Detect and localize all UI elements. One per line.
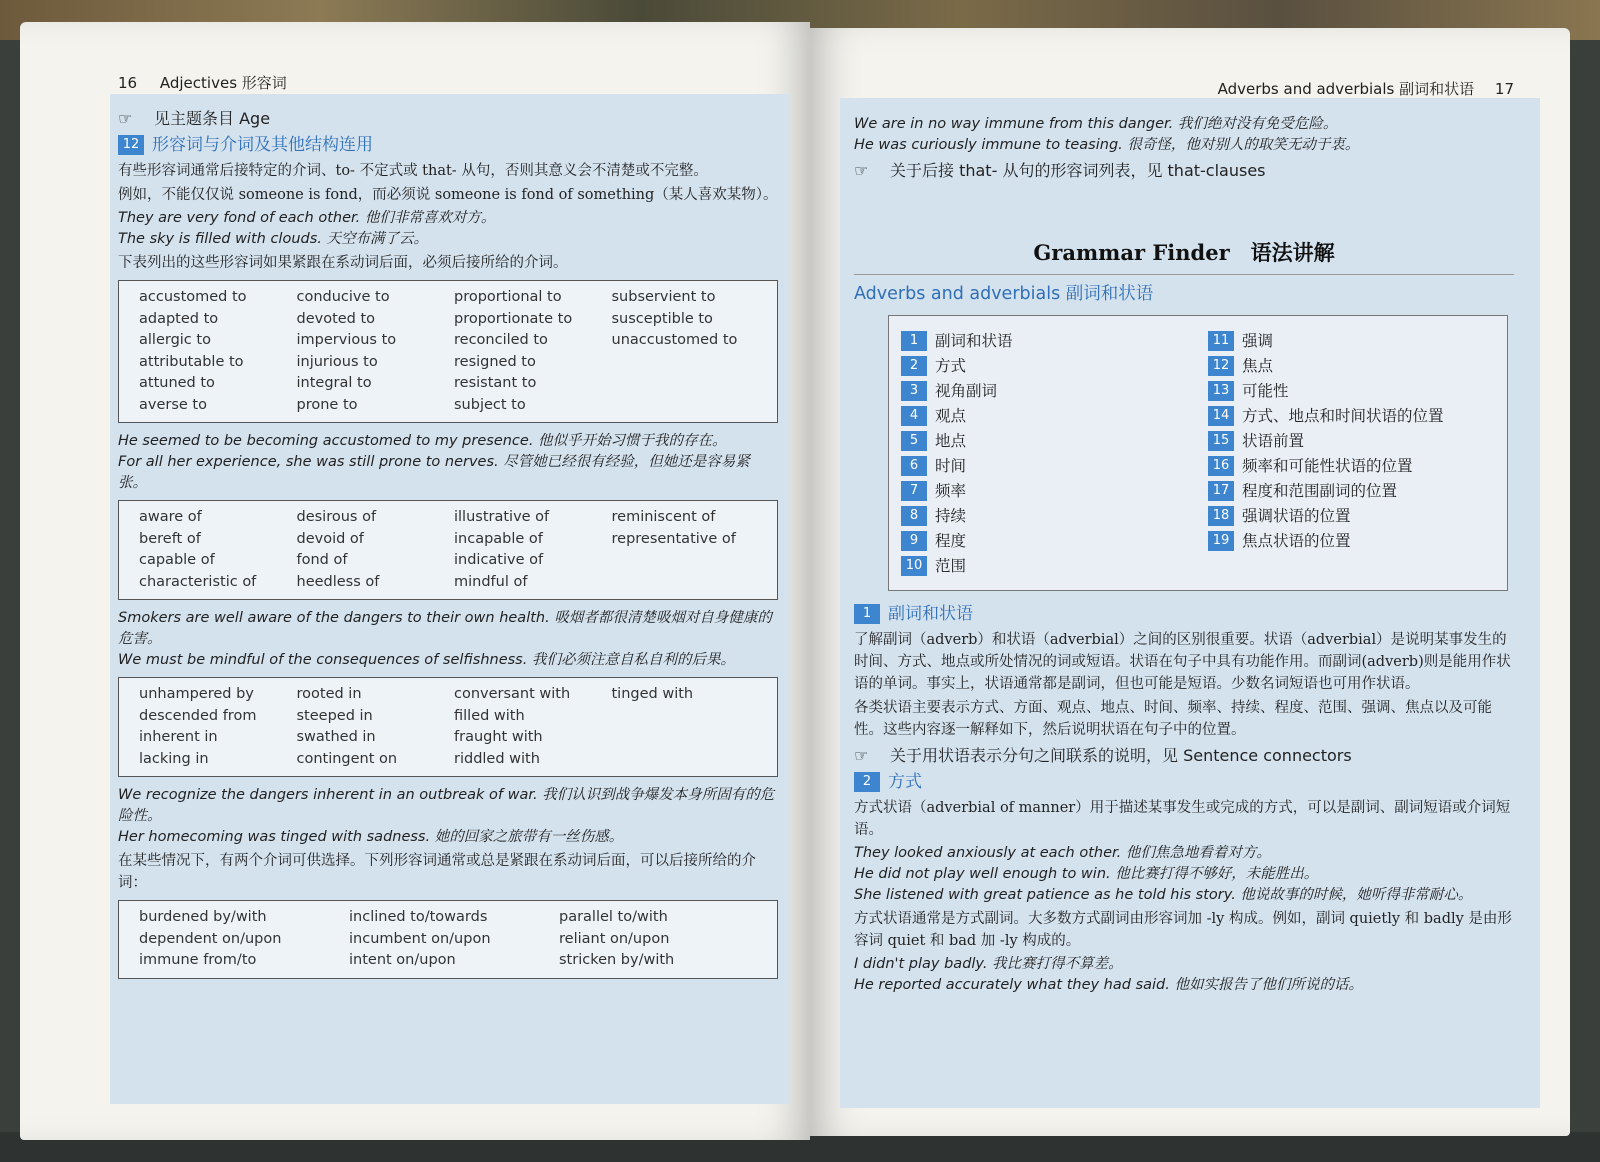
table-cell: subservient to — [611, 289, 716, 305]
table-column — [454, 287, 612, 416]
table-cell: devoid of — [296, 530, 364, 547]
cross-reference — [854, 160, 1514, 182]
topic-label: 程度和范围副词的位置 — [1242, 481, 1398, 500]
example-sentence: We recognize the dangers inherent in an outbreak of war. 我们认识到战争爆发本身所固有的危险性。 — [118, 787, 775, 824]
topic-label: 地点 — [935, 431, 967, 450]
topic-number-badge: 9 — [901, 531, 927, 551]
example-sentence: He did not play well enough to win. 他比赛打得不够好，未能胜出。 — [854, 866, 1319, 882]
table-column — [139, 684, 297, 770]
table-cell: inherent in — [139, 729, 218, 745]
table-cell: attuned to — [139, 375, 215, 391]
table-cell: prone to — [296, 396, 358, 413]
table-cell: reliant on/upon — [559, 930, 670, 947]
topic-index-box — [888, 315, 1508, 591]
table-cell: averse to — [139, 396, 207, 413]
list-intro: 在某些情况下，有两个介词可供选择。下列形容词通常或总是紧跟在系动词后面，可以后接所给的介词： — [118, 853, 756, 891]
section-title: 形容词与介词及其他结构连用 — [152, 135, 373, 155]
adjective-table-of — [118, 500, 778, 600]
table-column — [612, 287, 770, 416]
topic-number-badge: 5 — [901, 431, 927, 451]
table-column — [297, 684, 455, 770]
table-cell: contingent on — [296, 750, 398, 767]
topic-label: 强调状语的位置 — [1242, 506, 1351, 525]
table-cell: susceptible to — [611, 310, 713, 327]
topic-index-item — [901, 478, 1188, 503]
topic-index-item — [1208, 353, 1495, 378]
topic-label: 持续 — [935, 506, 967, 525]
topic-index-item — [1208, 378, 1495, 403]
table-cell: fraught with — [454, 729, 543, 745]
topic-number-badge: 17 — [1208, 481, 1234, 501]
example-sentence: Smokers are well aware of the dangers to their own health. 吸烟者都很清楚吸烟对自身健康的危害。 — [118, 610, 772, 647]
table-cell: indicative of — [454, 552, 544, 568]
topic-label: 程度 — [935, 531, 967, 550]
topic-index-item — [1208, 453, 1495, 478]
divider — [854, 274, 1514, 275]
table-cell: stricken by/with — [559, 952, 675, 968]
topic-number-badge: 2 — [901, 356, 927, 376]
table-cell: bereft of — [139, 530, 201, 547]
table-cell: injurious to — [296, 353, 378, 370]
topic-label: 频率和可能性状语的位置 — [1242, 456, 1413, 475]
example-sentence: He was curiously immune to teasing. 很奇怪，他对别人的取笑无动于衷。 — [854, 137, 1360, 153]
table-column — [139, 287, 297, 416]
table-cell: unhampered by — [139, 686, 254, 702]
page-number: 16 — [118, 74, 138, 92]
topic-index-item — [1208, 328, 1495, 353]
table-cell: filled with — [454, 707, 525, 724]
section-heading — [118, 134, 778, 156]
table-cell: desirous of — [296, 509, 377, 525]
table-cell: fond of — [296, 552, 348, 568]
table-cell: intent on/upon — [349, 952, 456, 968]
body-paragraph: 方式状语（adverbial of manner）用于描述某事发生或完成的方式，可以是副词、副词短语或介词短语。 — [854, 800, 1511, 838]
table-cell: inclined to/towards — [349, 909, 488, 925]
example-sentence: Her homecoming was tinged with sadness. 她的回家之旅带有一丝伤感。 — [118, 829, 624, 845]
section-number-badge: 1 — [854, 604, 880, 624]
topic-index-item — [1208, 428, 1495, 453]
topic-label: 强调 — [1242, 331, 1274, 350]
topic-number-badge: 16 — [1208, 456, 1234, 476]
topic-number-badge: 15 — [1208, 431, 1234, 451]
table-cell: accustomed to — [139, 289, 247, 305]
topic-index-item — [901, 328, 1188, 353]
right-page-content — [854, 78, 1514, 996]
left-page — [20, 22, 810, 1140]
table-column — [612, 507, 770, 593]
topic-number-badge: 7 — [901, 481, 927, 501]
table-cell: impervious to — [296, 332, 397, 348]
table-cell: tinged with — [611, 686, 694, 702]
topic-index-item — [901, 403, 1188, 428]
example-sentence: She listened with great patience as he told his story. 他说故事的时候，她听得非常耐心。 — [854, 887, 1473, 903]
table-column — [559, 907, 769, 972]
topic-number-badge: 6 — [901, 456, 927, 476]
topic-index-item — [1208, 503, 1495, 528]
table-cell: proportional to — [454, 289, 562, 305]
example-sentence: We are in no way immune from this danger. 我们绝对没有免受危险。 — [854, 116, 1338, 132]
table-cell: rooted in — [296, 686, 362, 702]
table-cell: heedless of — [296, 573, 380, 590]
example-sentence: He reported accurately what they had said. 他如实报告了他们所说的话。 — [854, 977, 1363, 993]
running-head-title: Adjectives 形容词 — [159, 74, 287, 92]
body-paragraph: 各类状语主要表示方式、方面、观点、地点、时间、频率、持续、程度、范围、强调、焦点以及可能性。这些内容逐一解释如下，然后说明状语在句子中的位置。 — [854, 700, 1492, 738]
topic-index-column — [901, 328, 1188, 578]
table-cell: capable of — [139, 552, 215, 568]
table-cell: descended from — [139, 707, 257, 724]
table-column — [454, 507, 612, 593]
see-also-text: 见主题条目 Age — [154, 109, 271, 128]
table-cell: aware of — [139, 509, 202, 525]
table-column — [612, 684, 770, 770]
topic-number-badge: 13 — [1208, 381, 1234, 401]
topic-index-item — [1208, 528, 1495, 553]
table-column — [297, 507, 455, 593]
table-cell: mindful of — [454, 573, 528, 590]
page-number: 17 — [1494, 80, 1514, 98]
table-cell: subject to — [454, 396, 526, 413]
see-also-reference — [118, 108, 778, 130]
intro-paragraph: 例如，不能仅仅说 someone is fond，而必须说 someone is fond of something（某人喜欢某物）。 — [118, 187, 778, 203]
pointing-hand-icon: ☞ — [854, 746, 869, 765]
table-cell: representative of — [611, 530, 736, 547]
table-cell: unaccustomed to — [611, 332, 738, 348]
topic-number-badge: 3 — [901, 381, 927, 401]
table-cell: reconciled to — [454, 332, 548, 348]
topic-index-item — [901, 353, 1188, 378]
table-cell: devoted to — [296, 310, 376, 327]
adjective-table-two-prepositions — [118, 900, 778, 979]
example-sentence: For all her experience, she was still prone to nerves. 尽管她已经很有经验，但她还是容易紧张。 — [118, 454, 750, 491]
topic-label: 可能性 — [1242, 381, 1289, 400]
table-cell: attributable to — [139, 353, 244, 370]
table-column — [139, 507, 297, 593]
list-intro: 下表列出的这些形容词如果紧跟在系动词后面，必须后接所给的介词。 — [118, 255, 568, 271]
table-cell: integral to — [296, 375, 372, 391]
example-sentence: The sky is filled with clouds. 天空布满了云。 — [118, 231, 428, 247]
cross-reference-text: 关于用状语表示分句之间联系的说明，见 Sentence connectors — [890, 746, 1352, 765]
topic-number-badge: 12 — [1208, 356, 1234, 376]
body-paragraph: 了解副词（adverb）和状语（adverbial）之间的区别很重要。状语（adverbial）是说明某事发生的时间、方式、地点或所处情况的词或短语。状语在句子中具有功能作用。而副词(adverb)则是能用作状语的单词。事实上，状语通常都是副词，但也可能是短语。少数名词短语也可用作状语。 — [854, 632, 1511, 692]
topic-number-badge: 8 — [901, 506, 927, 526]
example-sentence: He seemed to be becoming accustomed to my presence. 他似乎开始习惯于我的存在。 — [118, 433, 727, 449]
table-column — [297, 287, 455, 416]
example-sentence: They looked anxiously at each other. 他们焦急地看着对方。 — [854, 845, 1271, 861]
topic-number-badge: 10 — [901, 556, 927, 576]
topic-index-item — [901, 378, 1188, 403]
table-cell: resigned to — [454, 353, 536, 370]
table-column — [139, 907, 349, 972]
example-sentence: We must be mindful of the consequences of selfishness. 我们必须注意自私自利的后果。 — [118, 652, 735, 668]
table-cell: parallel to/with — [559, 909, 668, 925]
table-cell: allergic to — [139, 332, 211, 348]
topic-label: 视角副词 — [935, 381, 998, 400]
adjective-table-to — [118, 280, 778, 423]
topic-number-badge: 14 — [1208, 406, 1234, 426]
section-number-badge: 2 — [854, 772, 880, 792]
topic-label: 时间 — [935, 456, 967, 475]
topic-label: 焦点 — [1242, 356, 1274, 375]
table-cell: conversant with — [454, 686, 571, 702]
topic-index-item — [901, 553, 1188, 578]
table-cell: illustrative of — [454, 509, 550, 525]
topic-label: 方式 — [935, 356, 967, 375]
section-title: 副词和状语 — [888, 604, 973, 624]
grammar-finder-subtitle: Adverbs and adverbials 副词和状语 — [854, 284, 1154, 304]
right-running-head — [854, 78, 1514, 100]
topic-label: 观点 — [935, 406, 967, 425]
topic-number-badge: 4 — [901, 406, 927, 426]
running-head-title: Adverbs and adverbials 副词和状语 — [1217, 80, 1475, 98]
topic-index-item — [1208, 403, 1495, 428]
topic-number-badge: 1 — [901, 331, 927, 351]
right-page — [810, 28, 1570, 1136]
cross-reference — [854, 745, 1514, 767]
table-cell: immune from/to — [139, 952, 257, 968]
left-running-head — [118, 72, 778, 94]
cross-reference-text: 关于后接 that- 从句的形容词列表，见 that-clauses — [890, 161, 1266, 180]
topic-index-item — [1208, 478, 1495, 503]
table-cell: dependent on/upon — [139, 930, 282, 947]
topic-index-item — [901, 428, 1188, 453]
table-column — [349, 907, 559, 972]
table-cell: incapable of — [454, 530, 543, 547]
example-sentence: They are very fond of each other. 他们非常喜欢对方。 — [118, 210, 496, 226]
table-cell: incumbent on/upon — [349, 930, 491, 947]
table-cell: lacking in — [139, 750, 209, 767]
table-cell: adapted to — [139, 310, 219, 327]
table-cell: reminiscent of — [611, 509, 716, 525]
topic-label: 范围 — [935, 556, 967, 575]
example-sentence: I didn't play badly. 我比赛打得不算差。 — [854, 956, 1123, 972]
topic-label: 状语前置 — [1242, 431, 1305, 450]
topic-index-column — [1208, 328, 1495, 578]
section-heading — [854, 771, 1514, 793]
topic-label: 方式、地点和时间状语的位置 — [1242, 406, 1444, 425]
topic-number-badge: 18 — [1208, 506, 1234, 526]
topic-index-item — [901, 528, 1188, 553]
table-cell: characteristic of — [139, 573, 257, 590]
section-heading — [854, 603, 1514, 625]
grammar-finder-title: Grammar Finder 语法讲解 — [1033, 240, 1335, 265]
topic-label: 副词和状语 — [935, 331, 1013, 350]
table-cell: conducive to — [296, 289, 390, 305]
topic-index-item — [901, 503, 1188, 528]
topic-number-badge: 19 — [1208, 531, 1234, 551]
left-page-content — [118, 72, 778, 987]
topic-index-item — [901, 453, 1188, 478]
pointing-hand-icon: ☞ — [854, 161, 869, 180]
section-number-badge: 12 — [118, 135, 144, 155]
table-cell: burdened by/with — [139, 909, 267, 925]
table-cell: steeped in — [296, 707, 373, 724]
section-title: 方式 — [888, 772, 922, 792]
intro-paragraph: 有些形容词通常后接特定的介词、to- 不定式或 that- 从句，否则其意义会不清楚或不完整。 — [118, 163, 708, 179]
adjective-table-other — [118, 677, 778, 777]
table-cell: proportionate to — [454, 310, 573, 327]
topic-label: 频率 — [935, 481, 967, 500]
table-cell: swathed in — [296, 729, 376, 745]
topic-number-badge: 11 — [1208, 331, 1234, 351]
pointing-hand-icon: ☞ — [118, 109, 133, 128]
table-cell: resistant to — [454, 375, 537, 391]
body-paragraph: 方式状语通常是方式副词。大多数方式副词由形容词加 -ly 构成。例如，副词 quietly 和 badly 是由形容词 quiet 和 bad 加 -ly 构成的。 — [854, 911, 1512, 949]
topic-label: 焦点状语的位置 — [1242, 531, 1351, 550]
table-cell: riddled with — [454, 750, 540, 767]
table-column — [454, 684, 612, 770]
